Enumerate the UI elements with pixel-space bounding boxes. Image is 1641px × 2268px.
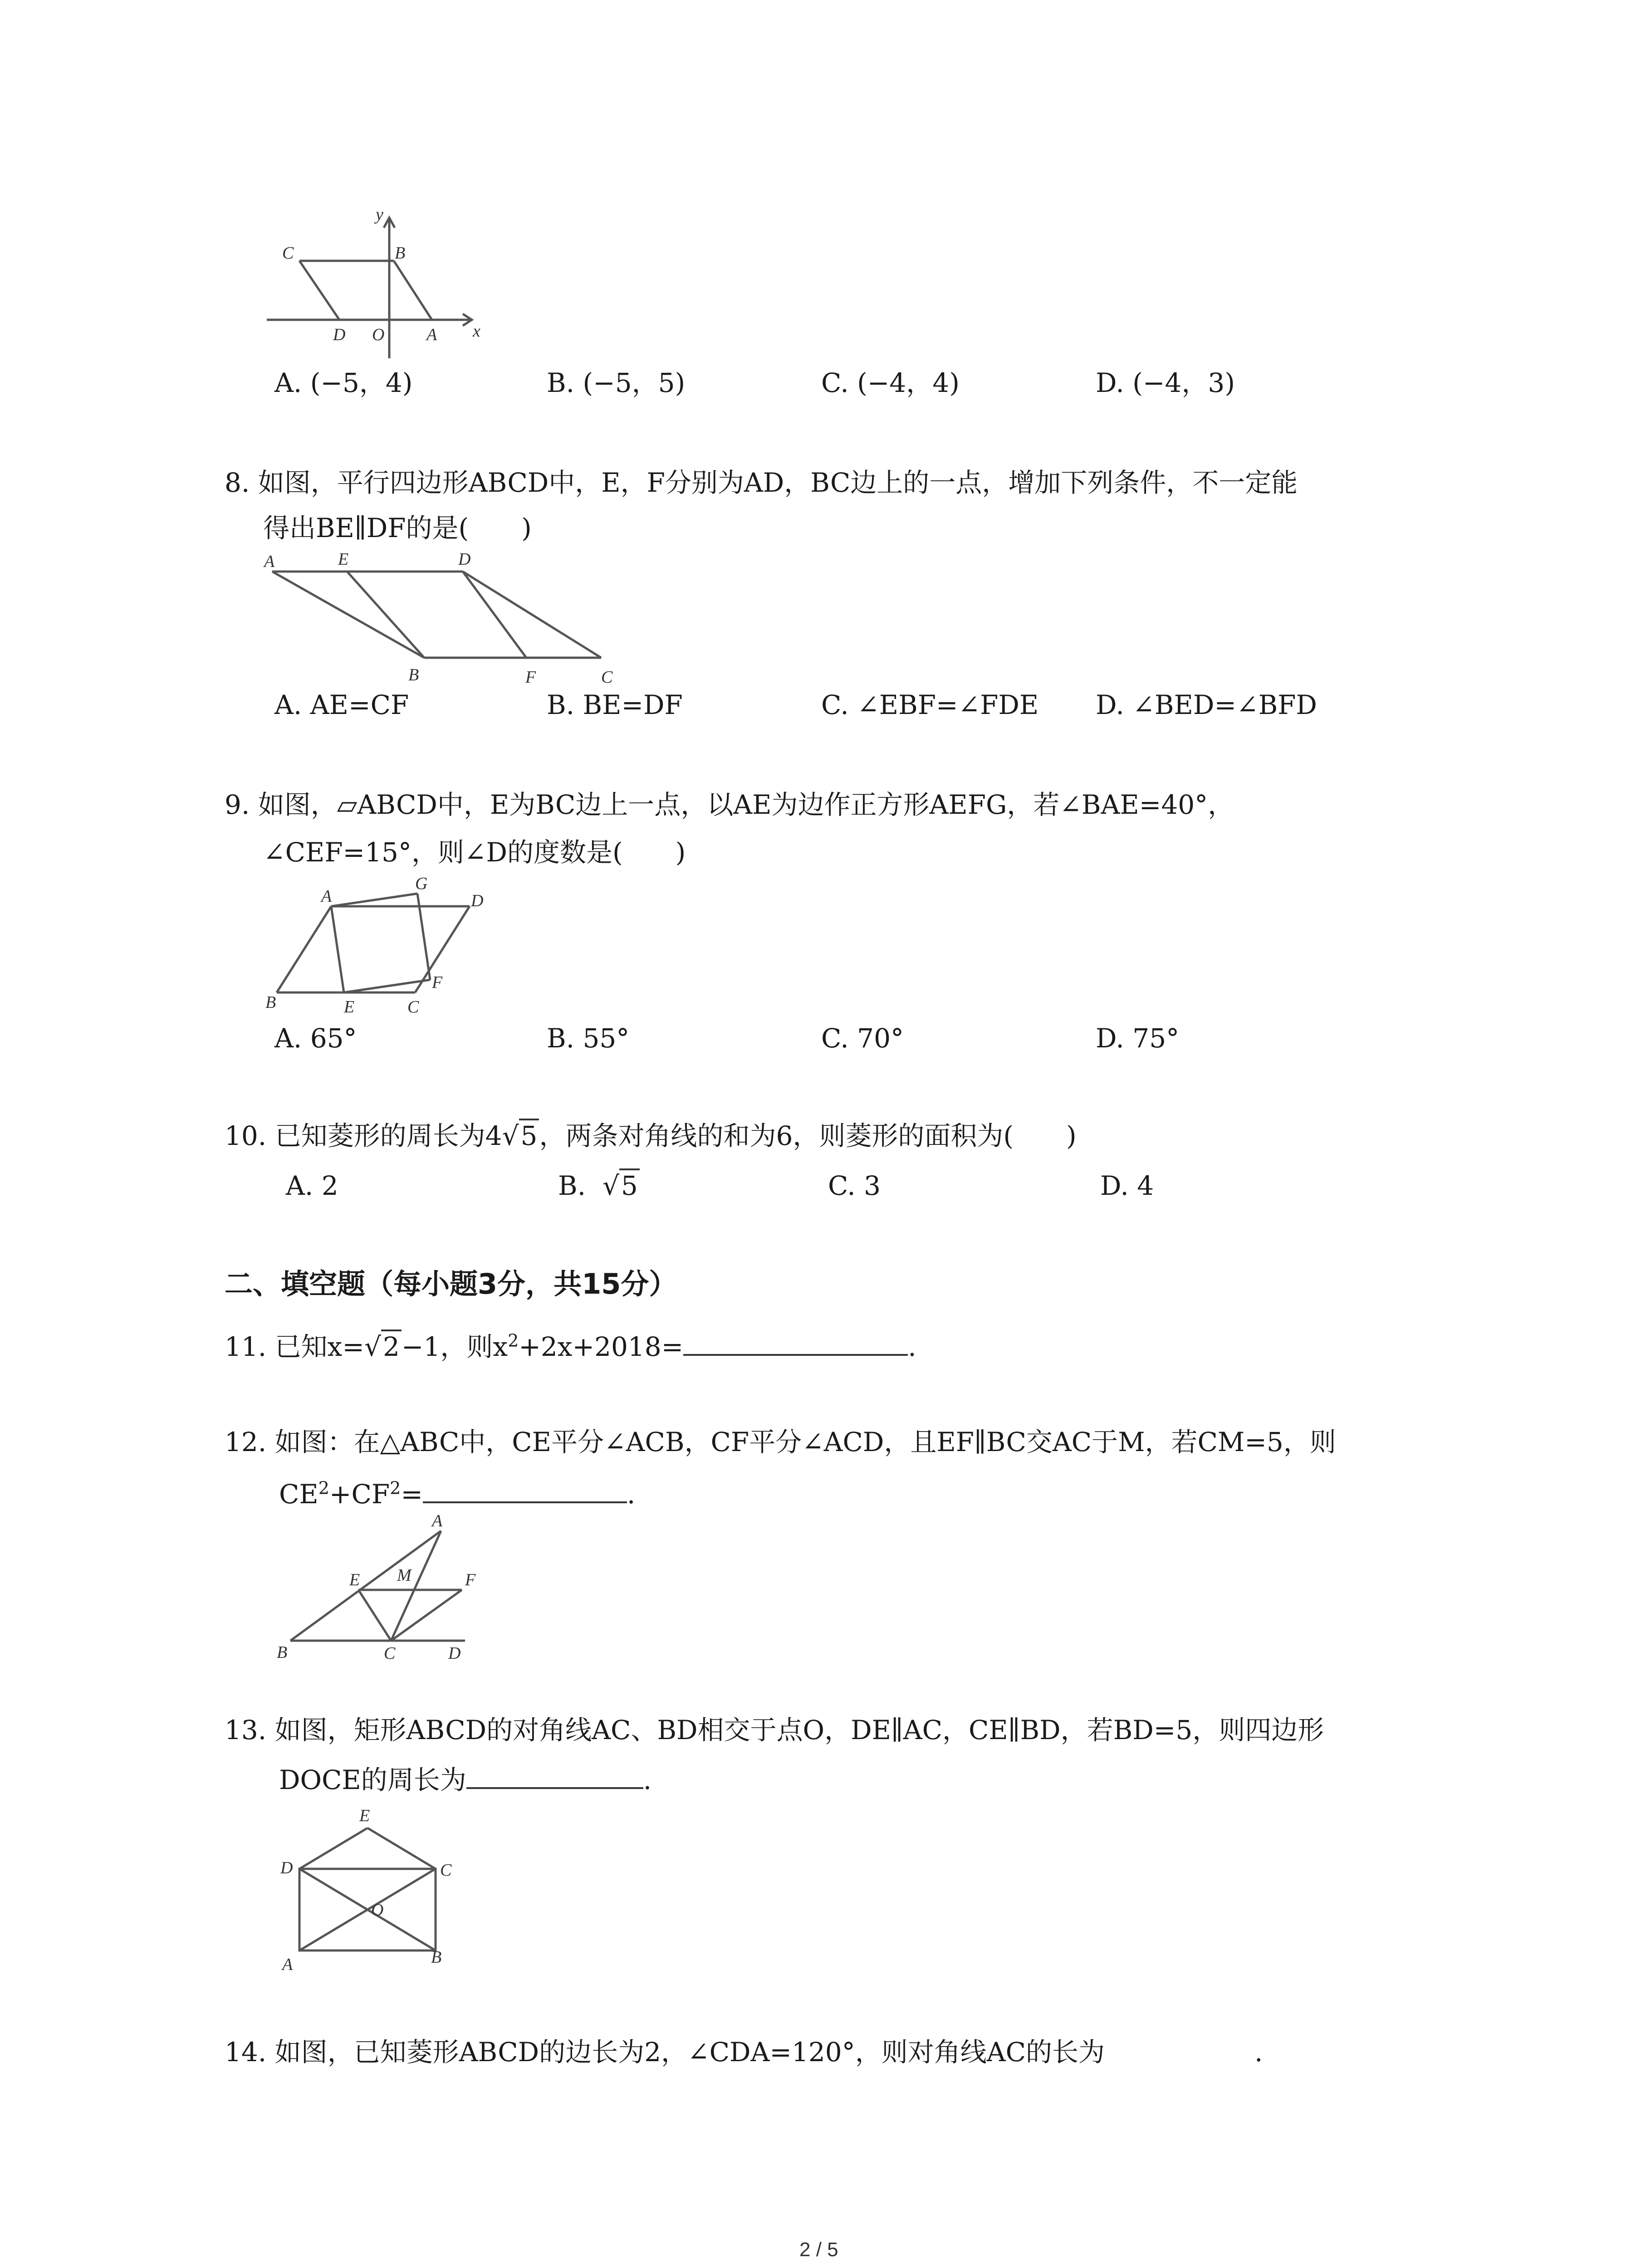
q9-stem-line1: 9. 如图，▱ABCD中，E为BC边上一点，以AE为边作正方形AEFG，若∠BAE=40°， <box>225 789 1234 820</box>
q7-option-c: C. (−4，4) <box>821 367 960 398</box>
q10-option-b-radicand: 5 <box>619 1168 640 1201</box>
q10-option-b <box>558 1170 640 1201</box>
q12-label-c: C <box>384 1644 396 1663</box>
q12-stem-line1: 12. 如图：在△ABC中，CE平分∠ACB，CF平分∠ACD，且EF∥BC交AC于M，若CM=5，则 <box>225 1427 1336 1457</box>
q8-stem-line2: 得出BE∥DF的是( ) <box>263 513 532 543</box>
q13-label-e: E <box>359 1806 370 1825</box>
q8-label-d: D <box>458 550 471 569</box>
q12-figure <box>272 1513 481 1662</box>
q13-figure <box>272 1799 463 1975</box>
q7-label-o: O <box>372 325 385 344</box>
q13-label-d: D <box>280 1858 293 1877</box>
q14-end: . <box>1254 2037 1263 2068</box>
q9-label-c: C <box>407 997 419 1017</box>
q9-option-c: C. 70° <box>821 1023 904 1054</box>
q7-label-a: A <box>426 325 437 344</box>
q13-line2-text: DOCE的周长为 <box>279 1765 466 1795</box>
q11-sup: 2 <box>508 1330 519 1351</box>
q8-figure <box>263 549 626 689</box>
q13-label-a: A <box>282 1955 293 1974</box>
q10-option-b-label: B. <box>558 1170 586 1201</box>
q12-stem-line2 <box>279 1478 636 1510</box>
q13-answer-blank[interactable] <box>466 1765 643 1789</box>
q14-text: 14. 如图，已知菱形ABCD的边长为2，∠CDA=120°，则对角线AC的长为 <box>225 2037 1105 2068</box>
q7-option-a: A. (−5，4) <box>274 367 413 398</box>
q11-end: . <box>908 1331 916 1362</box>
q9-label-f: F <box>432 973 443 992</box>
q11-radicand: 2 <box>381 1330 402 1362</box>
q9-option-a: A. 65° <box>274 1023 357 1054</box>
q12-cf: +CF <box>329 1479 390 1510</box>
q12-answer-blank[interactable] <box>423 1479 627 1503</box>
q12-label-e: E <box>349 1570 360 1589</box>
q7-option-d: D. (−4，3) <box>1096 367 1235 398</box>
q13-label-o: O <box>371 1901 384 1920</box>
q11-stem <box>225 1331 916 1360</box>
q7-label-d: D <box>333 325 346 344</box>
q10-option-a: A. 2 <box>286 1170 338 1201</box>
q13-label-b: B <box>431 1948 442 1967</box>
q12-end: . <box>627 1479 636 1510</box>
q10-stem-suffix: ，两条对角线的和为6，则菱形的面积为( ) <box>539 1120 1077 1151</box>
q9-label-g: G <box>415 874 428 893</box>
q12-label-f: F <box>465 1570 476 1589</box>
q7-label-b: B <box>395 244 406 263</box>
q8-option-a: A. AE=CF <box>274 689 409 720</box>
q8-label-f: F <box>525 668 536 687</box>
q10-sqrt-sign: √ <box>502 1120 519 1151</box>
q8-label-e: E <box>338 550 349 569</box>
q14-answer-blank[interactable] <box>1105 2037 1254 2061</box>
q8-option-c: C. ∠EBF=∠FDE <box>821 689 1039 720</box>
q10-option-b-sqrt: √ <box>602 1170 619 1201</box>
q13-label-c: C <box>440 1861 452 1880</box>
q7-label-x: x <box>473 322 480 341</box>
q11-mid: −1，则x <box>401 1331 508 1362</box>
q12-label-b: B <box>277 1643 288 1662</box>
q10-stem <box>225 1120 1077 1151</box>
q8-stem-line1: 8. 如图，平行四边形ABCD中，E，F分别为AD，BC边上的一点，增加下列条件，不一定能 <box>225 467 1298 498</box>
q13-stem-line2 <box>279 1765 652 1793</box>
q7-label-y: y <box>376 205 383 224</box>
q8-label-a: A <box>264 552 275 571</box>
q9-option-b: B. 55° <box>547 1023 630 1054</box>
q12-eq: = <box>401 1479 423 1510</box>
q11-sqrt-sign: √ <box>364 1331 381 1362</box>
q7-label-c: C <box>282 244 294 263</box>
q8-label-b: B <box>408 665 419 684</box>
q9-label-e: E <box>344 997 355 1017</box>
q9-figure <box>263 871 508 1021</box>
q8-label-c: C <box>601 668 613 687</box>
section-2-title: 二、填空题（每小题3分，共15分） <box>225 1267 677 1300</box>
q7-figure <box>263 205 490 363</box>
q13-stem-line1: 13. 如图，矩形ABCD的对角线AC、BD相交于点O，DE∥AC，CE∥BD，若BD=5，则四边形 <box>225 1715 1324 1745</box>
page-number: 2 / 5 <box>799 2239 838 2261</box>
q12-sup1: 2 <box>318 1478 329 1498</box>
q8-option-b: B. BE=DF <box>547 689 683 720</box>
q12-label-m: M <box>397 1566 411 1585</box>
q9-label-b: B <box>265 993 276 1012</box>
q9-label-d: D <box>471 891 484 910</box>
q12-ce: CE <box>279 1479 318 1510</box>
q12-sup2: 2 <box>390 1478 401 1498</box>
q10-option-c: C. 3 <box>828 1170 881 1201</box>
q11-suffix: +2x+2018= <box>519 1331 684 1362</box>
q10-radicand: 5 <box>519 1119 539 1151</box>
q9-option-d: D. 75° <box>1096 1023 1180 1054</box>
q9-label-a: A <box>321 887 332 906</box>
q11-answer-blank[interactable] <box>683 1331 908 1356</box>
q11-prefix: 11. 已知x= <box>225 1331 364 1362</box>
q12-label-d: D <box>448 1644 461 1663</box>
q8-option-d: D. ∠BED=∠BFD <box>1096 689 1317 720</box>
q13-end: . <box>643 1765 652 1795</box>
q7-option-b: B. (−5，5) <box>547 367 686 398</box>
q12-label-a: A <box>432 1511 443 1530</box>
q10-option-d: D. 4 <box>1100 1170 1154 1201</box>
q14-stem <box>225 2037 1263 2068</box>
q10-stem-prefix: 10. 已知菱形的周长为4 <box>225 1120 502 1151</box>
q9-stem-line2: ∠CEF=15°，则∠D的度数是( ) <box>263 837 686 868</box>
